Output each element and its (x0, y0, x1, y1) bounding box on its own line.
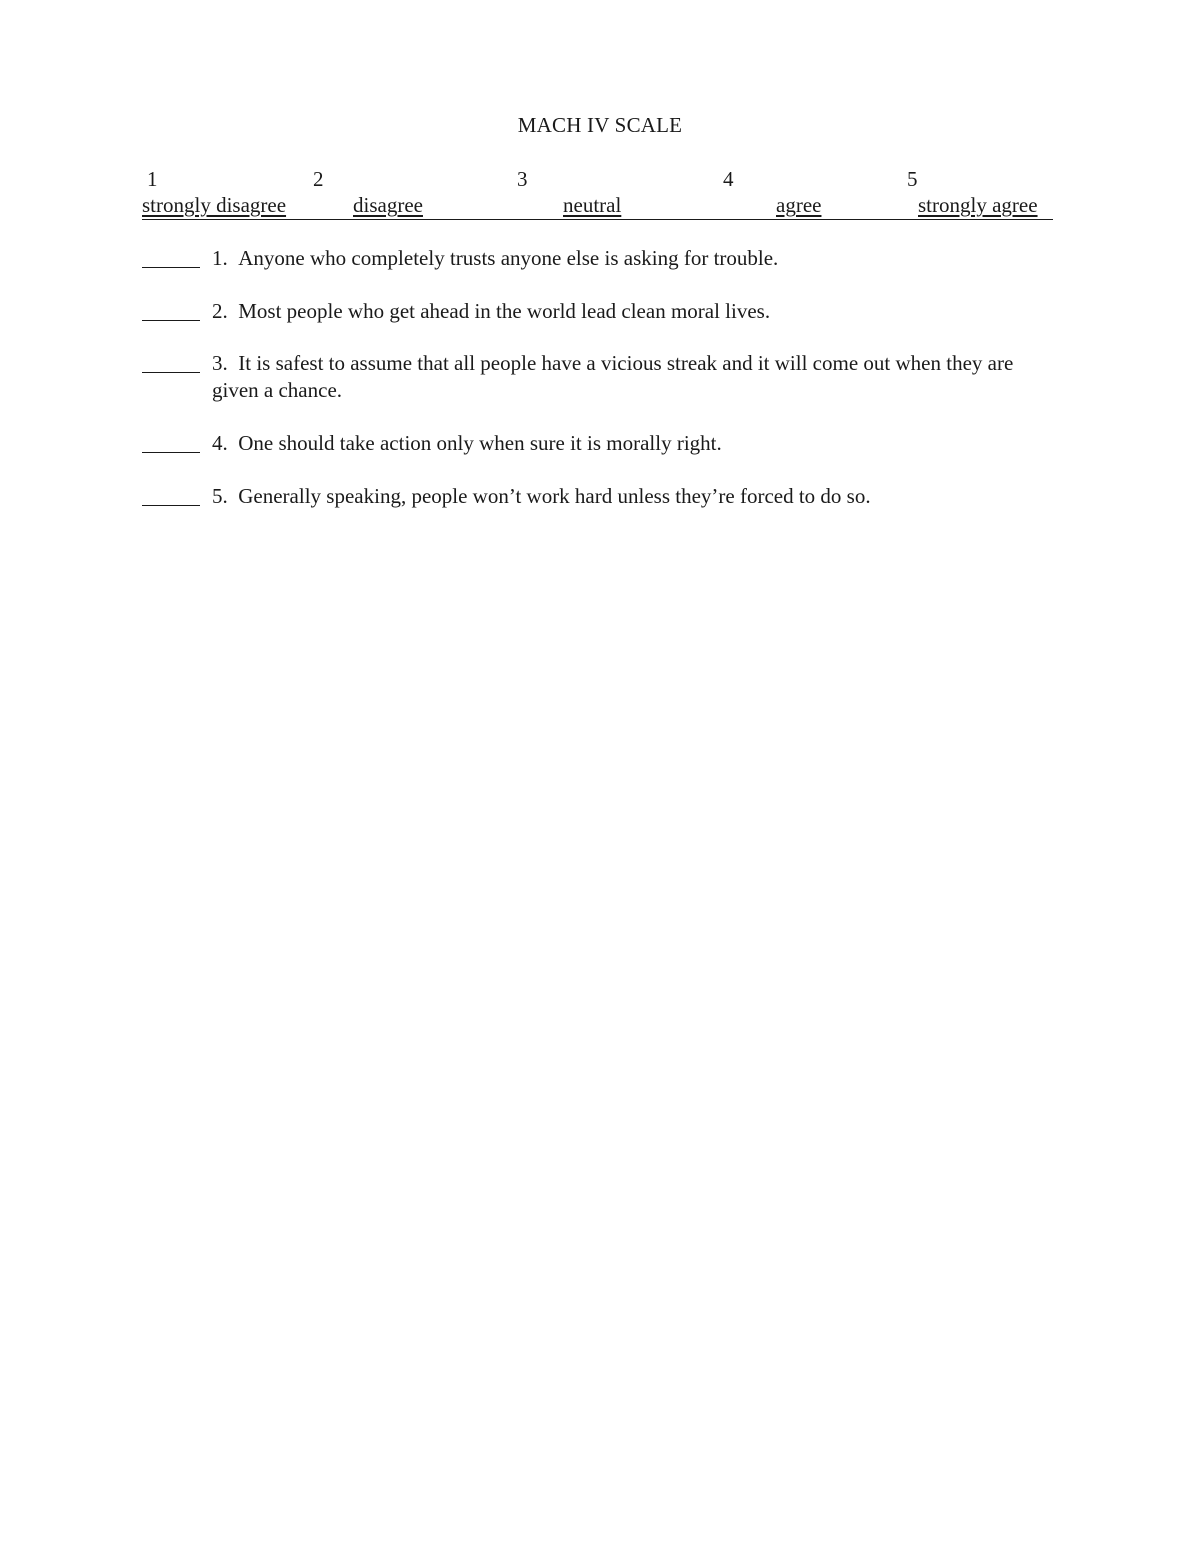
question-item (142, 430, 1042, 460)
item-number: 2. (212, 299, 228, 323)
question-item (142, 245, 1042, 275)
scale-underline (142, 219, 1053, 220)
scale-number-3: 3 (517, 167, 528, 191)
item-text: Anyone who completely trusts anyone else is asking for trouble. (238, 246, 779, 270)
item-text: Most people who get ahead in the world lead clean moral lives. (238, 299, 771, 323)
question-item (142, 350, 1042, 406)
scale-number-1: 1 (147, 167, 158, 191)
scale-label-agree: agree (776, 193, 822, 217)
answer-blank[interactable] (142, 505, 200, 506)
item-text: Generally speaking, people won’t work hard unless they’re forced to do so. (238, 484, 871, 508)
item-number: 1. (212, 246, 228, 270)
scale-label-strongly-agree: strongly agree (918, 193, 1038, 217)
answer-blank[interactable] (142, 372, 200, 373)
scale-number-4: 4 (723, 167, 734, 191)
item-number: 5. (212, 484, 228, 508)
scale-number-2: 2 (313, 167, 324, 191)
question-item (142, 483, 1042, 513)
item-number: 4. (212, 431, 228, 455)
scale-label-neutral: neutral (563, 193, 622, 217)
scale-number-5: 5 (907, 167, 918, 191)
answer-blank[interactable] (142, 320, 200, 321)
scale-labels (142, 193, 1053, 221)
answer-blank[interactable] (142, 267, 200, 268)
question-item (142, 298, 1042, 328)
scale-label-strongly-disagree: strongly disagree (142, 193, 287, 217)
page-title: MACH IV SCALE (517, 113, 683, 137)
answer-blank[interactable] (142, 452, 200, 453)
scale-label-disagree: disagree (353, 193, 423, 217)
item-number: 3. (212, 351, 228, 375)
item-text: One should take action only when sure it is morally right. (238, 431, 722, 455)
item-text: It is safest to assume that all people have a vicious streak and it will come out when they are given a chance. (212, 351, 1014, 402)
